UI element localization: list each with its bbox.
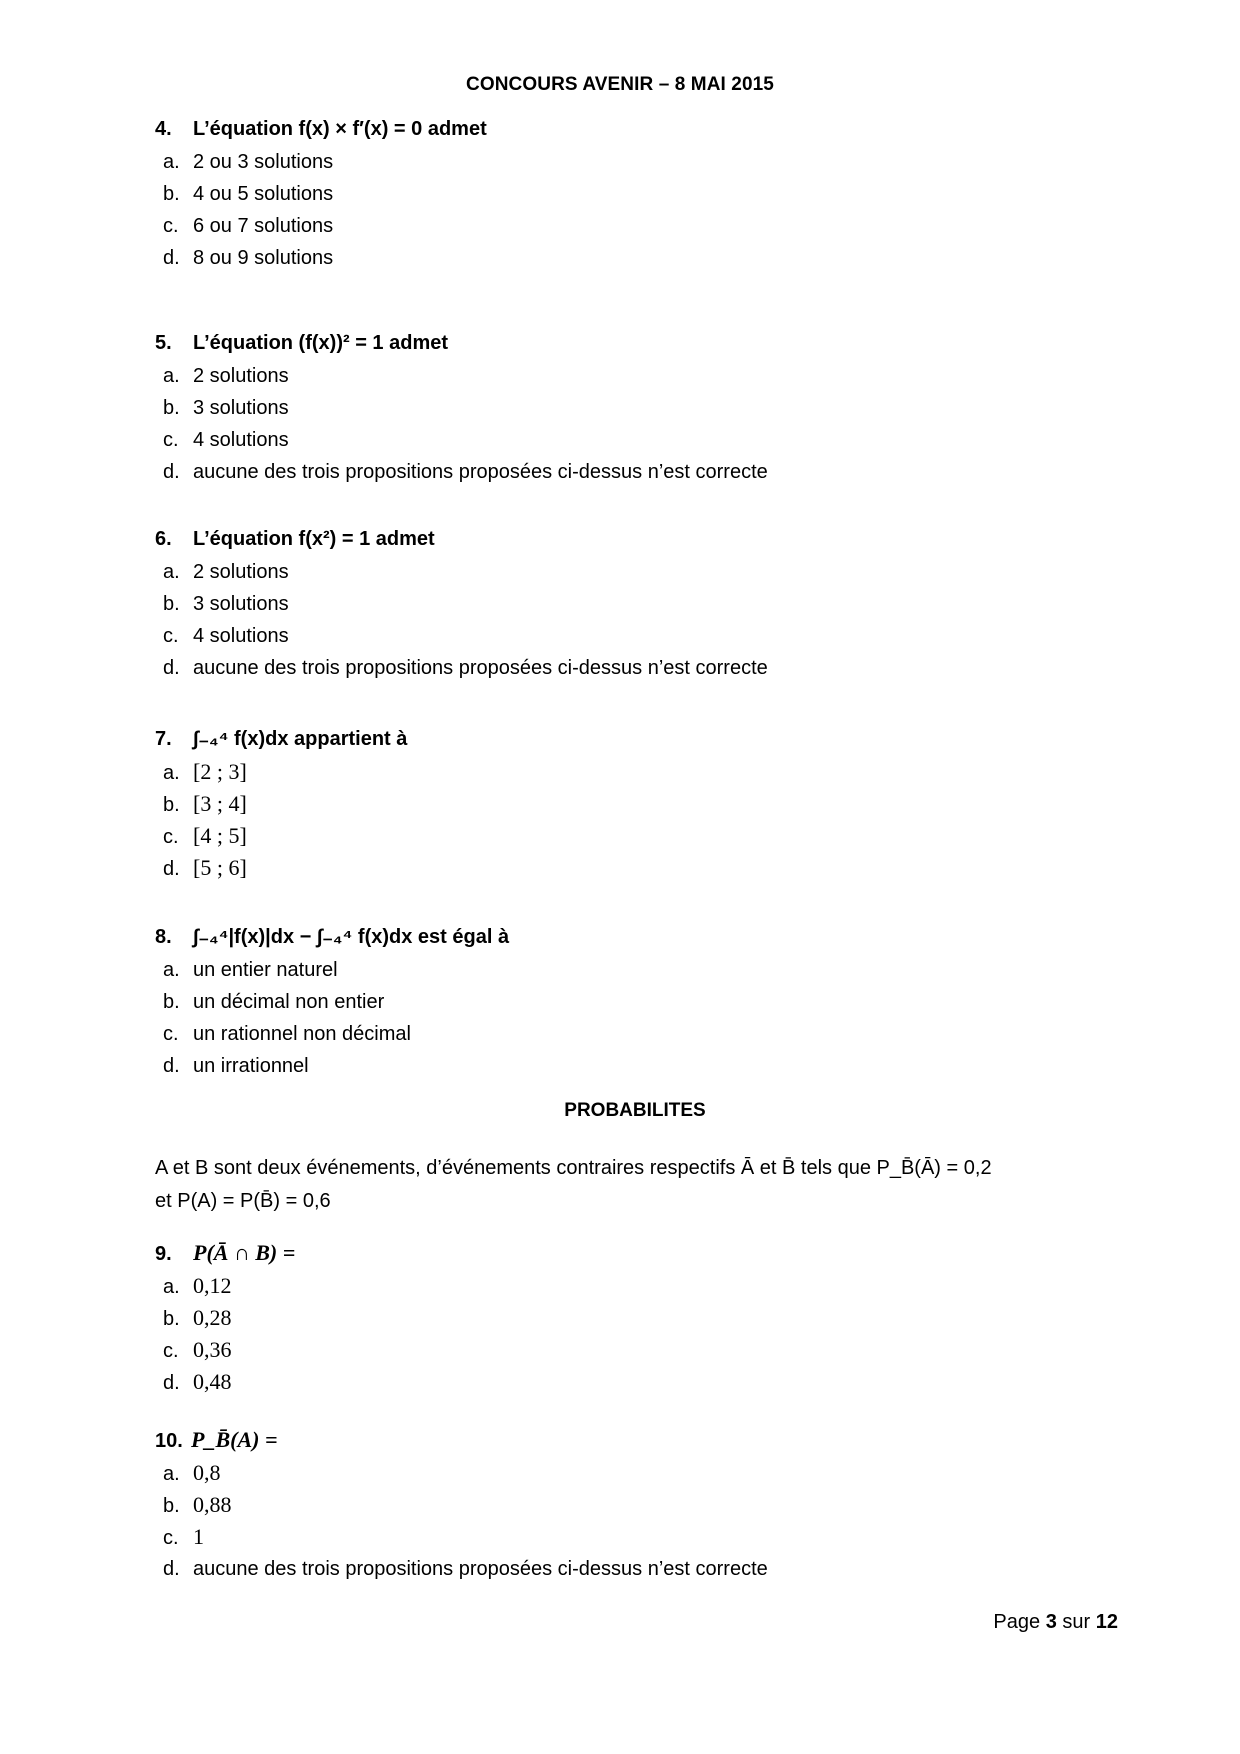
intro-line-2: et P(A) = P(B̄) = 0,6 — [155, 1190, 331, 1212]
question-number: 8. — [155, 926, 172, 948]
option-letter: d. — [163, 858, 180, 880]
question-number: 5. — [155, 332, 172, 354]
option-text: 2 ou 3 solutions — [193, 151, 334, 173]
question-number: 4. — [155, 118, 172, 140]
question-stem — [155, 522, 1075, 556]
option-text: 4 solutions — [193, 429, 289, 451]
option — [155, 588, 1075, 620]
option — [155, 456, 1075, 488]
option — [155, 1366, 1075, 1398]
probability-intro — [155, 1152, 1075, 1218]
question-text: P_B̄(A) = — [191, 1427, 278, 1452]
option — [155, 820, 1075, 852]
option-letter: b. — [163, 991, 180, 1013]
option-letter: a. — [163, 151, 180, 173]
options-list — [155, 1457, 1075, 1585]
options-list — [155, 556, 1075, 684]
option-letter: a. — [163, 959, 180, 981]
option — [155, 178, 1075, 210]
question-stem — [155, 1236, 1075, 1270]
option-text: 1 — [193, 1524, 204, 1549]
option-text: 0,88 — [193, 1492, 232, 1517]
option — [155, 652, 1075, 684]
question-stem — [155, 326, 1075, 360]
page-number: 3 — [1045, 1611, 1057, 1633]
question-number: 10. — [155, 1430, 183, 1452]
option-letter: c. — [163, 215, 179, 237]
option — [155, 756, 1075, 788]
option — [155, 360, 1075, 392]
question-number: 6. — [155, 528, 172, 550]
option-letter: d. — [163, 1372, 180, 1394]
option — [155, 1270, 1075, 1302]
option-letter: d. — [163, 1558, 180, 1580]
option — [155, 210, 1075, 242]
option-letter: a. — [163, 1463, 180, 1485]
option — [155, 788, 1075, 820]
option-text: 2 solutions — [193, 561, 289, 583]
option-text: aucune des trois propositions proposées ci-dessus n’est correcte — [193, 657, 768, 679]
question-text: L’équation f(x) × f′(x) = 0 admet — [193, 118, 487, 140]
option — [155, 852, 1075, 884]
option-text: 6 ou 7 solutions — [193, 215, 334, 237]
question-text: L’équation f(x²) = 1 admet — [193, 528, 435, 550]
option-text: 0,48 — [193, 1369, 232, 1394]
option-letter: b. — [163, 183, 180, 205]
option-text: 0,8 — [193, 1460, 221, 1485]
option-text: [4 ; 5] — [193, 823, 247, 848]
option-text: 3 solutions — [193, 397, 289, 419]
options-list — [155, 954, 1075, 1082]
option-text: un irrationnel — [193, 1055, 309, 1077]
option-text: 0,12 — [193, 1273, 232, 1298]
options-list — [155, 146, 1075, 274]
option-text: 0,28 — [193, 1305, 232, 1330]
option-text: 3 solutions — [193, 593, 289, 615]
option-letter: b. — [163, 794, 180, 816]
option — [155, 1334, 1075, 1366]
option-letter: a. — [163, 561, 180, 583]
page-label: Page — [993, 1611, 1041, 1633]
question-8 — [155, 920, 1075, 1082]
option-letter: a. — [163, 365, 180, 387]
question-stem — [155, 920, 1075, 954]
option-letter: b. — [163, 593, 180, 615]
option-letter: b. — [163, 1308, 180, 1330]
option-text: un rationnel non décimal — [193, 1023, 411, 1045]
question-number: 7. — [155, 728, 172, 750]
page-footer — [993, 1611, 1118, 1634]
question-stem — [155, 722, 1075, 756]
question-10 — [155, 1423, 1075, 1585]
question-text: ∫₋₄⁴|f(x)|dx − ∫₋₄⁴ f(x)dx est égal à — [193, 926, 510, 948]
option-text: 4 solutions — [193, 625, 289, 647]
question-number: 9. — [155, 1243, 172, 1265]
question-4 — [155, 112, 1075, 274]
question-6 — [155, 522, 1075, 684]
question-text: P(Ā ∩ B) = — [193, 1240, 296, 1265]
option-text: 0,36 — [193, 1337, 232, 1362]
of-label: sur — [1062, 1611, 1091, 1633]
option — [155, 392, 1075, 424]
intro-line-1: A et B sont deux événements, d’événements contraires respectifs Ā et B̄ tels que P_B̄(Ā) = 0,2 — [155, 1157, 992, 1179]
option-letter: c. — [163, 1527, 179, 1549]
option-letter: d. — [163, 1055, 180, 1077]
option-text: un entier naturel — [193, 959, 338, 981]
question-text: ∫₋₄⁴ f(x)dx appartient à — [193, 728, 408, 750]
option-text: aucune des trois propositions proposées ci-dessus n’est correcte — [193, 1558, 768, 1580]
option — [155, 1018, 1075, 1050]
option-letter: d. — [163, 247, 180, 269]
question-7 — [155, 722, 1075, 884]
option-letter: d. — [163, 461, 180, 483]
page-header: CONCOURS AVENIR – 8 MAI 2015 — [466, 74, 774, 95]
option-text: aucune des trois propositions proposées ci-dessus n’est correcte — [193, 461, 768, 483]
options-list — [155, 756, 1075, 884]
option — [155, 1553, 1075, 1585]
option-text: un décimal non entier — [193, 991, 385, 1013]
option-letter: c. — [163, 625, 179, 647]
question-stem — [155, 112, 1075, 146]
option — [155, 242, 1075, 274]
section-title: PROBABILITES — [564, 1100, 706, 1121]
page-total: 12 — [1095, 1611, 1118, 1633]
option — [155, 986, 1075, 1018]
option-text: [5 ; 6] — [193, 855, 247, 880]
option-letter: c. — [163, 429, 179, 451]
options-list — [155, 1270, 1075, 1398]
option — [155, 424, 1075, 456]
option-text: 2 solutions — [193, 365, 289, 387]
option-letter: b. — [163, 397, 180, 419]
option-letter: a. — [163, 1276, 180, 1298]
option-letter: c. — [163, 1023, 179, 1045]
option-letter: a. — [163, 762, 180, 784]
option — [155, 1457, 1075, 1489]
option-text: [2 ; 3] — [193, 759, 247, 784]
options-list — [155, 360, 1075, 488]
option — [155, 1050, 1075, 1082]
question-text: L’équation (f(x))² = 1 admet — [193, 332, 449, 354]
option-letter: d. — [163, 657, 180, 679]
option — [155, 146, 1075, 178]
option — [155, 556, 1075, 588]
option — [155, 1521, 1075, 1553]
option-text: 8 ou 9 solutions — [193, 247, 334, 269]
option — [155, 1489, 1075, 1521]
option — [155, 954, 1075, 986]
option-text: 4 ou 5 solutions — [193, 183, 334, 205]
option — [155, 620, 1075, 652]
question-stem — [155, 1423, 1075, 1457]
option-letter: c. — [163, 1340, 179, 1362]
option-letter: b. — [163, 1495, 180, 1517]
option-text: [3 ; 4] — [193, 791, 247, 816]
option — [155, 1302, 1075, 1334]
question-9 — [155, 1236, 1075, 1398]
question-5 — [155, 326, 1075, 488]
option-letter: c. — [163, 826, 179, 848]
